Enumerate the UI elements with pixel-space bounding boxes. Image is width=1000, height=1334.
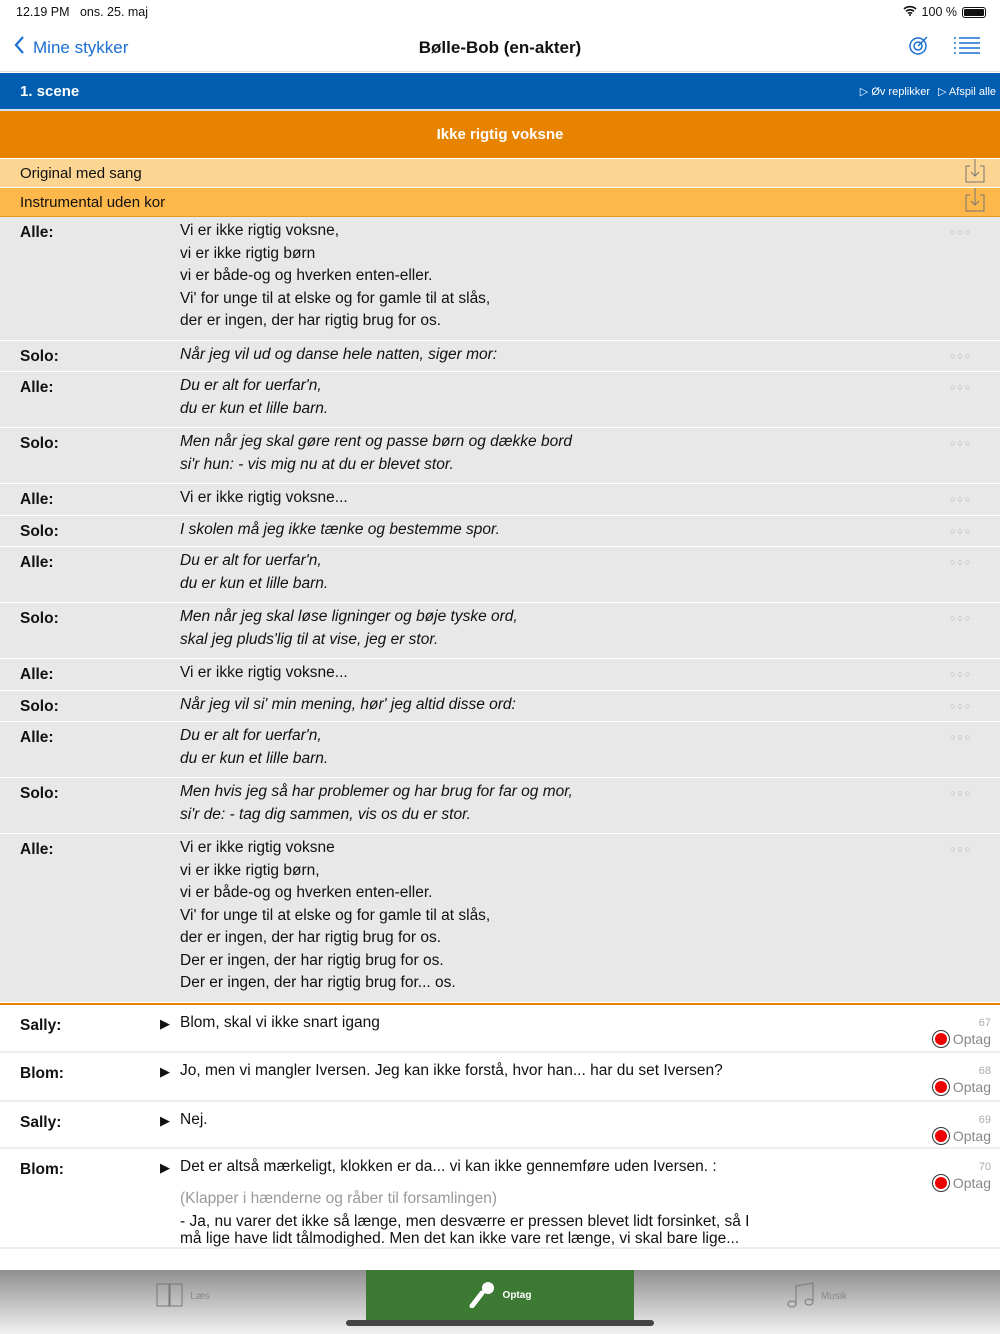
back-button[interactable] <box>0 36 128 59</box>
dialog-continuation: - Ja, nu varer det ikke så længe, men desværre er pressen blevet lidt forsinket, så I må lige have lidt tålmodighed. Men det kan ikke vare ret længe, vi skal bare lige... <box>180 1212 750 1247</box>
lyric-speaker: Alle: <box>20 491 54 508</box>
lyric-line: Du er alt for uerfar'n, <box>180 377 322 394</box>
more-icon[interactable]: ○○○ <box>950 700 973 711</box>
dialog-speaker: Blom: <box>20 1160 64 1178</box>
status-time: 12.19 PM <box>16 5 70 19</box>
lyric-row <box>0 547 1000 603</box>
record-label: Optag <box>952 1174 991 1191</box>
lyric-speaker: Alle: <box>20 841 54 858</box>
lyric-row <box>0 603 1000 659</box>
line-number: 70 <box>978 1160 991 1173</box>
lyric-line: du er kun et lille barn. <box>180 399 329 417</box>
book-icon <box>156 1282 184 1311</box>
practice-label: Øv replikker <box>871 85 930 98</box>
lyric-row <box>0 834 1000 1003</box>
play-all-button[interactable]: ▷ Afspil alle <box>938 85 996 98</box>
lyric-line: Der er ingen, der har rigtig brug for... os. <box>180 974 456 991</box>
play-icon[interactable]: ▶ <box>160 1112 170 1128</box>
status-bar <box>0 0 1000 24</box>
lyric-row <box>0 691 1000 723</box>
lyric-row <box>0 778 1000 834</box>
record-button[interactable] <box>900 1128 991 1144</box>
lyric-row <box>0 341 1000 373</box>
lyric-row <box>0 428 1000 484</box>
list-icon[interactable] <box>954 36 980 59</box>
lyric-line: I skolen må jeg ikke tænke og bestemme spor. <box>180 520 500 538</box>
lyric-speaker: Alle: <box>20 554 54 571</box>
lyric-speaker: Solo: <box>20 610 59 627</box>
lyric-speaker: Solo: <box>20 785 59 802</box>
lyric-line: Vi' for unge til at elske og for gamle til at slås, <box>180 289 491 307</box>
more-icon[interactable]: ○○○ <box>950 557 973 567</box>
play-icon[interactable]: ▶ <box>160 1063 170 1079</box>
play-all-label: Afspil alle <box>948 85 996 98</box>
lyric-text <box>180 375 950 420</box>
more-icon[interactable]: ○○○ <box>950 438 973 448</box>
status-date: ons. 25. maj <box>79 5 149 19</box>
lyric-speaker: Alle: <box>20 224 54 241</box>
lyric-text <box>180 606 950 651</box>
lyric-text <box>180 837 950 995</box>
record-label: Optag <box>952 1030 991 1047</box>
wifi-icon <box>903 5 917 19</box>
page-title: Bølle-Bob (en-akter) <box>418 37 582 57</box>
home-indicator <box>346 1320 654 1326</box>
lyric-speaker: Solo: <box>20 697 59 715</box>
more-icon[interactable]: ○○○ <box>950 613 973 623</box>
lyric-row <box>0 217 1000 341</box>
play-icon[interactable]: ▶ <box>160 1159 170 1175</box>
lyric-line: Når jeg vil ud og danse hele natten, siger mor: <box>180 345 498 363</box>
tab-read[interactable] <box>0 1270 366 1334</box>
track-original[interactable] <box>0 159 1000 188</box>
record-button[interactable] <box>900 1031 991 1047</box>
lyric-line: Men hvis jeg så har problemer og har brug for far og mor, <box>180 783 573 800</box>
lyric-text <box>180 781 950 826</box>
more-icon[interactable]: ○○○ <box>950 382 973 392</box>
lyric-line: si'r de: - tag dig sammen, vis os du er stor. <box>180 805 471 823</box>
chevron-left-icon <box>14 36 25 59</box>
dialog-row <box>0 1102 1000 1149</box>
more-icon[interactable]: ○○○ <box>950 669 973 679</box>
line-number: 69 <box>978 1113 991 1126</box>
lyric-speaker: Solo: <box>20 522 59 540</box>
nav-bar <box>0 24 1000 72</box>
lyric-row <box>0 372 1000 428</box>
lyric-row <box>0 516 1000 548</box>
lyric-line: vi er både-og og hverken enten-eller. <box>180 267 433 284</box>
tab-label: Optag <box>502 1289 532 1301</box>
lyric-line: Vi er ikke rigtig voksne, <box>180 222 340 239</box>
lyric-line: si'r hun: - vis mig nu at du er blevet stor. <box>180 455 454 473</box>
play-icon[interactable]: ▶ <box>160 1015 170 1031</box>
lyric-line: Du er alt for uerfar'n, <box>180 552 322 569</box>
lyric-text <box>180 344 950 369</box>
lyric-text <box>180 550 950 595</box>
record-label: Optag <box>952 1127 991 1144</box>
tab-label: Læs <box>190 1290 210 1302</box>
lyric-text <box>180 431 950 476</box>
record-button[interactable] <box>900 1079 991 1095</box>
lyric-line: Du er alt for uerfar'n, <box>180 727 322 744</box>
dialog-speaker: Blom: <box>20 1064 64 1082</box>
dialog-text: Det er altså mærkeligt, klokken er da... vi kan ikke gennemføre uden Iversen. : <box>180 1157 717 1175</box>
lyric-line: Når jeg vil si' min mening, hør' jeg altid disse ord: <box>180 695 516 713</box>
track-instrumental[interactable] <box>0 188 1000 217</box>
music-note-icon <box>787 1281 815 1312</box>
dialog-row <box>0 1149 1000 1249</box>
more-icon[interactable]: ○○○ <box>950 494 973 504</box>
lyric-text <box>180 487 950 512</box>
line-number: 67 <box>978 1016 991 1029</box>
lyric-speaker: Solo: <box>20 347 59 365</box>
dialog-text: Nej. <box>180 1110 208 1128</box>
dialog-list <box>0 1005 1000 1249</box>
track-label: Original med sang <box>20 164 142 182</box>
battery-icon <box>962 7 986 18</box>
record-button[interactable] <box>900 1175 991 1191</box>
target-icon[interactable] <box>908 34 930 61</box>
scene-header <box>0 73 1000 111</box>
back-label: Mine stykker <box>33 37 129 57</box>
lyric-text <box>180 519 950 544</box>
lyric-speaker: Alle: <box>20 379 54 396</box>
lyric-line: Men når jeg skal løse ligninger og bøje tyske ord, <box>180 608 518 625</box>
lyric-text <box>180 694 950 719</box>
lyric-line: skal jeg pluds'lig til at vise, jeg er stor. <box>180 630 439 648</box>
lyrics-list <box>0 217 1000 1005</box>
download-icon[interactable] <box>965 188 985 216</box>
lyric-line: du er kun et lille barn. <box>180 749 329 767</box>
download-icon[interactable] <box>965 159 985 187</box>
lyric-line: der er ingen, der har rigtig brug for os. <box>180 312 442 329</box>
dialog-speaker: Sally: <box>20 1016 62 1034</box>
scene-title: 1. scene <box>20 82 80 100</box>
lyric-line: Vi er ikke rigtig voksne <box>180 839 335 856</box>
record-icon <box>933 1031 949 1047</box>
dialog-text: Blom, skal vi ikke snart igang <box>180 1013 380 1031</box>
lyric-line: der er ingen, der har rigtig brug for os. <box>180 929 442 946</box>
dialog-speaker: Sally: <box>20 1113 62 1131</box>
lyric-line: Vi er ikke rigtig voksne... <box>180 489 348 506</box>
lyric-row <box>0 484 1000 516</box>
lyric-line: du er kun et lille barn. <box>180 574 329 592</box>
record-icon <box>933 1079 949 1095</box>
dialog-row <box>0 1005 1000 1053</box>
more-icon[interactable]: ○○○ <box>950 732 973 742</box>
lyric-line: vi er både-og og hverken enten-eller. <box>180 884 433 901</box>
track-label: Instrumental uden kor <box>20 193 166 211</box>
more-icon[interactable]: ○○○ <box>950 350 973 361</box>
more-icon[interactable]: ○○○ <box>950 788 973 798</box>
lyric-line: vi er ikke rigtig børn <box>180 244 316 262</box>
lyric-text <box>180 662 950 687</box>
record-icon <box>933 1175 949 1191</box>
tab-label: Musik <box>820 1290 848 1302</box>
dialog-text: Jo, men vi mangler Iversen. Jeg kan ikke forstå, hvor han... har du set Iversen? <box>180 1061 723 1079</box>
lyric-row <box>0 722 1000 778</box>
practice-lines-button[interactable]: ▷ Øv replikker <box>859 85 930 98</box>
lyric-line: Men når jeg skal gøre rent og passe børn og dække bord <box>180 433 573 450</box>
line-number: 68 <box>978 1064 991 1077</box>
battery-percent: 100 % <box>921 5 957 19</box>
more-icon[interactable]: ○○○ <box>950 525 973 536</box>
lyric-speaker: Solo: <box>20 435 59 452</box>
tab-record[interactable] <box>366 1270 634 1320</box>
lyric-line: vi er ikke rigtig børn, <box>180 861 320 879</box>
lyric-line: Vi' for unge til at elske og for gamle til at slås, <box>180 906 491 924</box>
stage-direction: (Klapper i hænderne og råber til forsamlingen) <box>180 1189 498 1207</box>
lyric-row <box>0 659 1000 691</box>
record-icon <box>933 1128 949 1144</box>
lyric-text <box>180 220 950 333</box>
lyric-speaker: Alle: <box>20 666 54 683</box>
lyric-line: Der er ingen, der har rigtig brug for os. <box>180 951 444 969</box>
microphone-icon <box>469 1280 497 1311</box>
more-icon[interactable]: ○○○ <box>950 227 973 237</box>
tab-music[interactable] <box>634 1270 1000 1334</box>
record-label: Optag <box>952 1078 991 1095</box>
lyric-line: Vi er ikke rigtig voksne... <box>180 664 348 681</box>
more-icon[interactable]: ○○○ <box>950 844 973 854</box>
lyric-speaker: Alle: <box>20 729 54 746</box>
lyric-text <box>180 725 950 770</box>
dialog-row <box>0 1053 1000 1102</box>
song-title: Ikke rigtig voksne <box>0 111 1000 159</box>
